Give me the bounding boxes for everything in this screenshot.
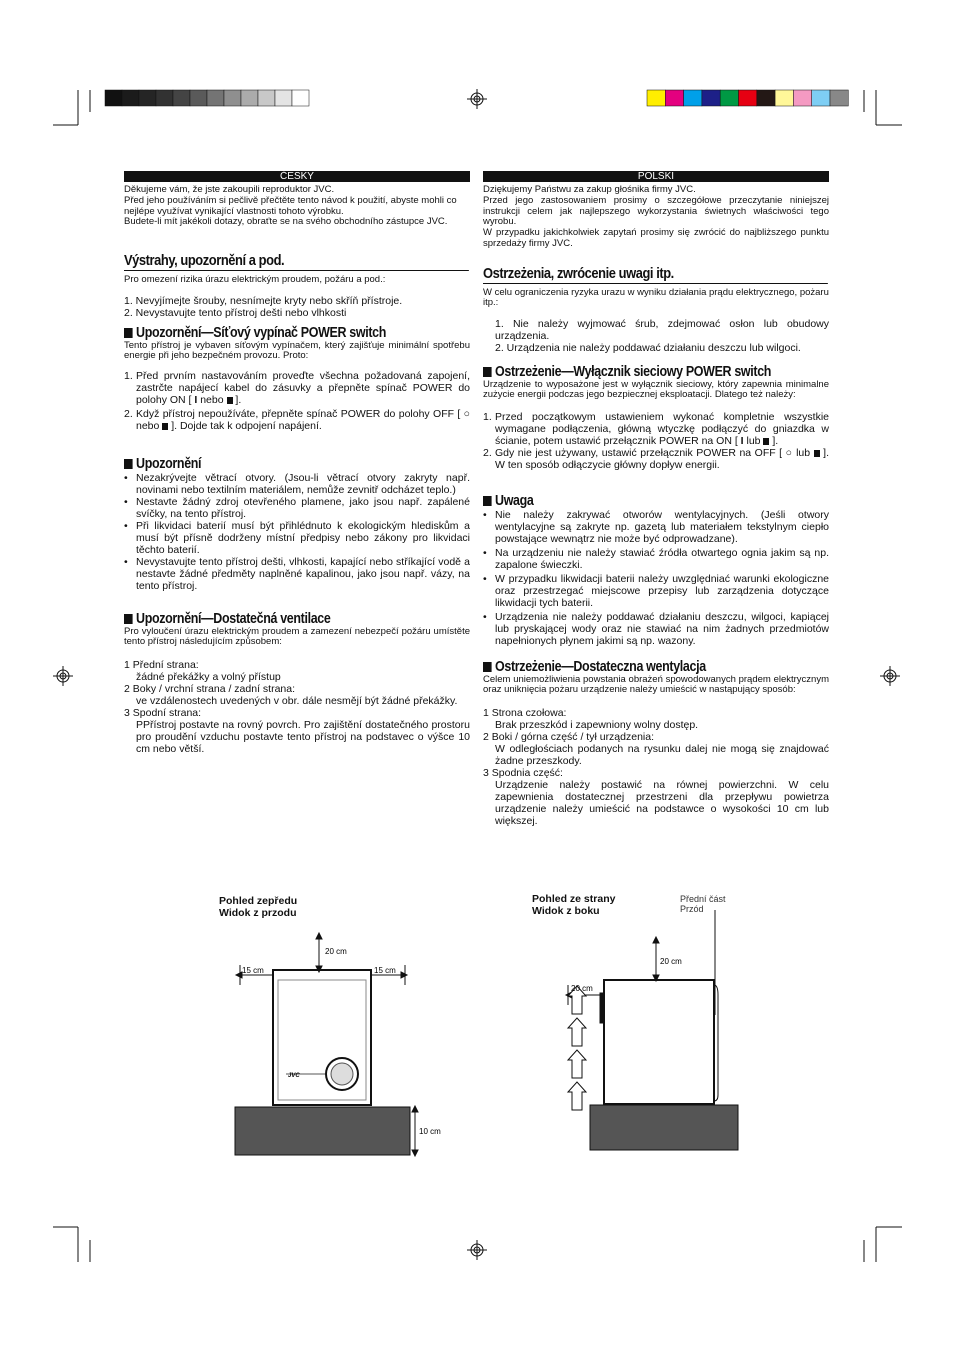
color-swatch <box>739 90 757 106</box>
color-swatch <box>207 90 224 106</box>
heading-caution: Uwaga <box>483 493 828 509</box>
ventilation-item: 1 Strona czołowa: Brak przeszkód i zapewniony wolny dostęp. <box>483 706 699 731</box>
color-swatch <box>122 90 139 106</box>
list-item: 1. Przed początkowym ustawieniem wykonać kompletnie wszystkie wymagane podłączenia, główną wtyczkę podłączyć do gniazdka w ścianie, potem ustawić przełącznik POWER na ON [ I lub ]. <box>483 410 829 447</box>
color-swatch <box>275 90 292 106</box>
jvc-logo: JVC <box>288 1073 300 1079</box>
side-top-gap-label: 20 cm <box>660 957 682 966</box>
color-swatch <box>665 90 683 106</box>
list-item: • W przypadku likwidacji baterii należy uwzględniać warunki ekologiczne oraz przestrzegać miejscowe przepisy lub zarządzenia dotyczące likwidacji tych baterii. <box>483 572 829 609</box>
czech-column: ČESKY Děkujeme vám, že jste zakoupili reproduktor JVC. Před jeho používáním si pečlivě přečtěte tento návod k použití, abyste mohli co nejlépe využívat vynikající vlastnosti tohoto výrobku. Budete-li mít jakékoli dotazy, obraťte se na svého obchodního zástupce JVC. Výstrahy, upozornění a pod. Pro omezení rizika úrazu elektrickým proudem, požáru a pod.: 1. Nevyjímejte šrouby, nesnímejte kryty nebo skříň přístroje. 2. Nevystavujte tento přístroj dešti nebo vlhkosti Upozornění—Síťový vypínač POWER switch Tento přístroj je vybaven síťovým vypínačem, který zajišťuje minimální spotřebu energie při jeho bezpečném provozu. Proto: 1. Před prvním nastavováním proveďte všechna požadovaná zapojení, zastrčte napájecí kabel do zásuvky a přepněte spínač POWER do polohy ON [ I nebo ]. 2. Když přístroj nepoužíváte, přepněte spínač POWER do polohy OFF [ ○ nebo ]. Dojde tak k odpojení napájení. Upozornění • Nezakrývejte větrací otvory. (Jsou-li větrací otvory zakryty např. novinami nebo textilním materiálem, nemůže zevnitř odcházet teplo.) • Nestavte žádný zdroj otevřeného plamene, jako jsou např. zapálené svíčky, na tento přístroj. • Při likvidaci baterií musí být přihlédnuto k ekologickým hlediskům a musí být přísně dodrženy místní předpisy nebo zákony pro likvidaci těchto baterií. • Nevystavujte tento přístroj dešti, vlhkosti, kapající nebo stříkající vodě a nestavte žádné předměty naplněné kapalinou, jako jsou např. vázy, na tento přístroj. Upozornění—Dostatečná ventilace Pro vyloučení úrazu elektrickým proudem a zamezení nebezpečí požáru umístěte tento přístroj následujícím způsobem: 1 Přední strana: žádné překážky a volný přístup 2 Boky / vrchní strana / zadní strana: ve vzdálenostech uvedených v obr. dále nesmějí být žádné překážky. 3 Spodní strana: PPřístroj postavte na rovný povrch. Pro zajištění dostatečného prostoru pro proudění vzduchu postavte tento přístroj na podstavec o výšce 10 cm nebo větší. <box>124 171 470 755</box>
airflow-arrow <box>568 1018 586 1046</box>
front-view-label: Pohled zepředu Widok z przodu <box>219 895 298 919</box>
front-part-label: Přední část Przód <box>680 894 726 914</box>
heading-caution: Upozornění <box>124 456 469 472</box>
color-swatch <box>684 90 702 106</box>
color-swatch <box>241 90 258 106</box>
color-swatch <box>156 90 173 106</box>
side-view-diagram <box>560 905 740 1155</box>
heading-power-switch: Upozornění—Síťový vypínač POWER switch <box>124 325 469 341</box>
color-swatch <box>775 90 793 106</box>
airflow-arrow <box>568 1082 586 1110</box>
color-swatch <box>292 90 309 106</box>
intro-text: Děkujeme vám, že jste zakoupili reproduktor JVC. Před jeho používáním si pečlivě přečtěte tento návod k použití, abyste mohli co nejlépe využívat vynikající vlastnosti tohoto výrobku. Budete-li mít jakékoli dotazy, obraťte se na svého obchodního zástupce JVC. <box>124 184 457 228</box>
list-item: 2. Gdy nie jest używany, ustawić przełącznik POWER na OFF [ ○ lub ]. W ten sposób odłączycie główny dopływ energii. <box>483 446 829 471</box>
list-item: 1. Před prvním nastavováním proveďte všechna požadovaná zapojení, zastrčte napájecí kabel do zásuvky a přepněte spínač POWER do polohy ON [ I nebo ]. <box>124 369 470 406</box>
language-bar-czech: ČESKY <box>124 171 470 182</box>
color-swatch <box>190 90 207 106</box>
airflow-arrows <box>568 986 586 1110</box>
list-item: 2. Urządzenia nie należy poddawać działaniu deszczu lub wilgoci. <box>495 341 801 354</box>
registration-mark-right <box>880 666 900 686</box>
grayscale-bar <box>105 90 309 106</box>
color-swatch <box>757 90 775 106</box>
list-item: • Nevystavujte tento přístroj dešti, vlhkosti, kapající nebo stříkající vodě a nestavte žádné předměty naplněné kapalinou, jako jsou např. vázy, na tento přístroj. <box>124 555 470 592</box>
color-swatch <box>224 90 241 106</box>
heading-ventilation: Ostrzeżenie—Dostateczna wentylacja <box>483 659 828 675</box>
ventilation-item: 3 Spodní strana: PPřístroj postavte na rovný povrch. Pro zajištění dostatečného prostoru pro proudění vzduchu postavte tento přístroj na podstavec o výšce 10 cm nebo větší. <box>124 706 470 755</box>
list-item: • Na urządzeniu nie należy stawiać źródła otwartego ognia jakim są np. zapalone świeczki. <box>483 546 829 571</box>
stand-height-label: 10 cm <box>419 1127 441 1136</box>
left-gap-label: 15 cm <box>242 966 264 975</box>
section-title: Ostrzeżenia, zwrócenie uwagi itp. <box>483 265 828 284</box>
side-back-gap-label: 20 cm <box>571 984 593 993</box>
list-item: • Urządzenia nie należy poddawać działaniu deszczu, wilgoci, kapiącej lub pryskającej wody oraz nie stawiać na nim żadnych przedmiotów napełnionych płynem jakimi są np. wazony. <box>483 610 829 647</box>
ventilation-item: 1 Přední strana: žádné překážky a volný přístup <box>124 658 281 683</box>
airflow-arrow <box>568 1050 586 1078</box>
color-swatch <box>812 90 830 106</box>
color-swatch <box>702 90 720 106</box>
color-swatch <box>720 90 738 106</box>
color-swatch <box>105 90 122 106</box>
color-swatch <box>173 90 190 106</box>
ventilation-item: 2 Boki / górna część / tył urządzenia: W odległościach podanych na rysunku dalej nie mogą się znajdować żadne przeszkody. <box>483 730 829 767</box>
section-title: Výstrahy, upozornění a pod. <box>124 252 469 271</box>
color-swatch <box>830 90 848 106</box>
color-swatch <box>139 90 156 106</box>
front-view-diagram <box>230 925 455 1160</box>
top-gap-label: 20 cm <box>325 947 347 956</box>
list-item: • Při likvidaci baterií musí být přihlédnuto k ekologickým hlediskům a musí být přísně dodrženy místní předpisy nebo zákony pro likvidaci těchto baterií. <box>124 519 470 556</box>
color-bar <box>647 90 848 106</box>
list-item: 2. Když přístroj nepoužíváte, přepněte spínač POWER do polohy OFF [ ○ nebo ]. Dojde tak k odpojení napájení. <box>124 407 470 432</box>
heading-power-switch: Ostrzeżenie—Wyłącznik sieciowy POWER switch <box>483 364 828 380</box>
ventilation-item: 3 Spodnia część: Urządzenie należy postawić na równej powierzchni. W celu zapewnienia dostatecznej przestrzeni dla przepływu powietrza urządzenie należy umieścić na podstawce o wysokości 10 cm lub większej. <box>483 766 829 827</box>
color-swatch <box>258 90 275 106</box>
side-view-label: Pohled ze strany Widok z boku <box>532 893 616 917</box>
color-swatch <box>647 90 665 106</box>
list-item: • Nezakrývejte větrací otvory. (Jsou-li větrací otvory zakryty např. novinami nebo textilním materiálem, nemůže zevnitř odcházet teplo.) <box>124 471 470 496</box>
list-item: 1. Nie należy wyjmować śrub, zdejmować osłon lub obudowy urządzenia. <box>495 317 829 342</box>
language-bar-polish: POLSKI <box>483 171 829 182</box>
list-item: • Nestavte žádný zdroj otevřeného plamene, jako jsou např. zapálené svíčky, na tento přístroj. <box>124 495 470 520</box>
right-gap-label: 15 cm <box>374 966 396 975</box>
registration-mark-left <box>53 666 73 686</box>
list-item: • Nie należy zakrywać otworów wentylacyjnych. (Jeśli otwory wentylacyjne są zakryte np. gazetą lub materiałem tekstylnym ciepło powstające wewnątrz nie może być odprowadzane). <box>483 508 829 545</box>
registration-mark-top <box>467 89 487 109</box>
polish-column: POLSKI Dziękujemy Państwu za zakup głośnika firmy JVC. Przed jego zastosowaniem prosimy o szczegółowe przeczytanie niniejszej instrukcji celem jak najlepszego wykorzystania świetnych właściwości tego wyrobu. W przypadku jakichkolwiek zapytań prosimy się zwrócić do najbliższego punktu sprzedaży firmy JVC. Ostrzeżenia, zwrócenie uwagi itp. W celu ograniczenia ryzyka urazu w wyniku działania prądu elektrycznego, pożaru itp.: 1. Nie należy wyjmować śrub, zdejmować osłon lub obudowy urządzenia. 2. Urządzenia nie należy poddawać działaniu deszczu lub wilgoci. Ostrzeżenie—Wyłącznik sieciowy POWER switch Urządzenie to wyposażone jest w wyłącznik sieciowy, który zapewnia minimalne zużycie energii podczas jego bezpiecznej eksploatacji. Dlatego też należy: 1. Przed początkowym ustawieniem wykonać kompletnie wszystkie wymagane podłączenia, główną wtyczkę podłączyć do gniazdka w ścianie, potem ustawić przełącznik POWER na ON [ I lub ]. 2. Gdy nie jest używany, ustawić przełącznik POWER na OFF [ ○ lub ]. W ten sposób odłączycie główny dopływ energii. Uwaga • Nie należy zakrywać otworów wentylacyjnych. (Jeśli otwory wentylacyjne są zakryte np. gazetą lub materiałem tekstylnym ciepło powstające wewnątrz nie może być odprowadzane). • Na urządzeniu nie należy stawiać źródła otwartego ognia jakim są np. zapalone świeczki. • W przypadku likwidacji baterii należy uwzględniać warunki ekologiczne oraz przestrzegać miejscowe przepisy lub zarządzenia dotyczące likwidacji tych baterii. • Urządzenia nie należy poddawać działaniu deszczu, wilgoci, kapiącej lub pryskającej wody oraz nie stawiać na nim żadnych przedmiotów napełnionych płynem jakimi są np. wazony. Ostrzeżenie—Dostateczna wentylacja Celem uniemożliwienia powstania obrażeń spowodowanych prądem elektrycznym oraz uniknięcia pożaru urządzenie należy umieścić w nastąpujący sposób: 1 Strona czołowa: Brak przeszkód i zapewniony wolny dostęp. 2 Boki / górna część / tył urządzenia: W odległościach podanych na rysunku dalej nie mogą się znajdować żadne przeszkody. 3 Spodnia część: Urządzenie należy postawić na równej powierzchni. W celu zapewnienia dostatecznej przestrzeni dla przepływu powietrza urządzenie należy umieścić na podstawce o wysokości 10 cm lub większej. <box>483 171 829 827</box>
ventilation-item: 2 Boky / vrchní strana / zadní strana: ve vzdálenostech uvedených v obr. dále nesmějí být žádné překážky. <box>124 682 458 707</box>
color-swatch <box>793 90 811 106</box>
registration-mark-bottom <box>467 1240 487 1260</box>
intro-text: Dziękujemy Państwu za zakup głośnika firmy JVC. Przed jego zastosowaniem prosimy o szczegółowe przeczytanie niniejszej instrukcji celem jak najlepszego wykorzystania świetnych właściwości tego wyrobu. W przypadku jakichkolwiek zapytań prosimy się zwrócić do najbliższego punktu sprzedaży firmy JVC. <box>483 184 829 249</box>
heading-ventilation: Upozornění—Dostatečná ventilace <box>124 611 469 627</box>
